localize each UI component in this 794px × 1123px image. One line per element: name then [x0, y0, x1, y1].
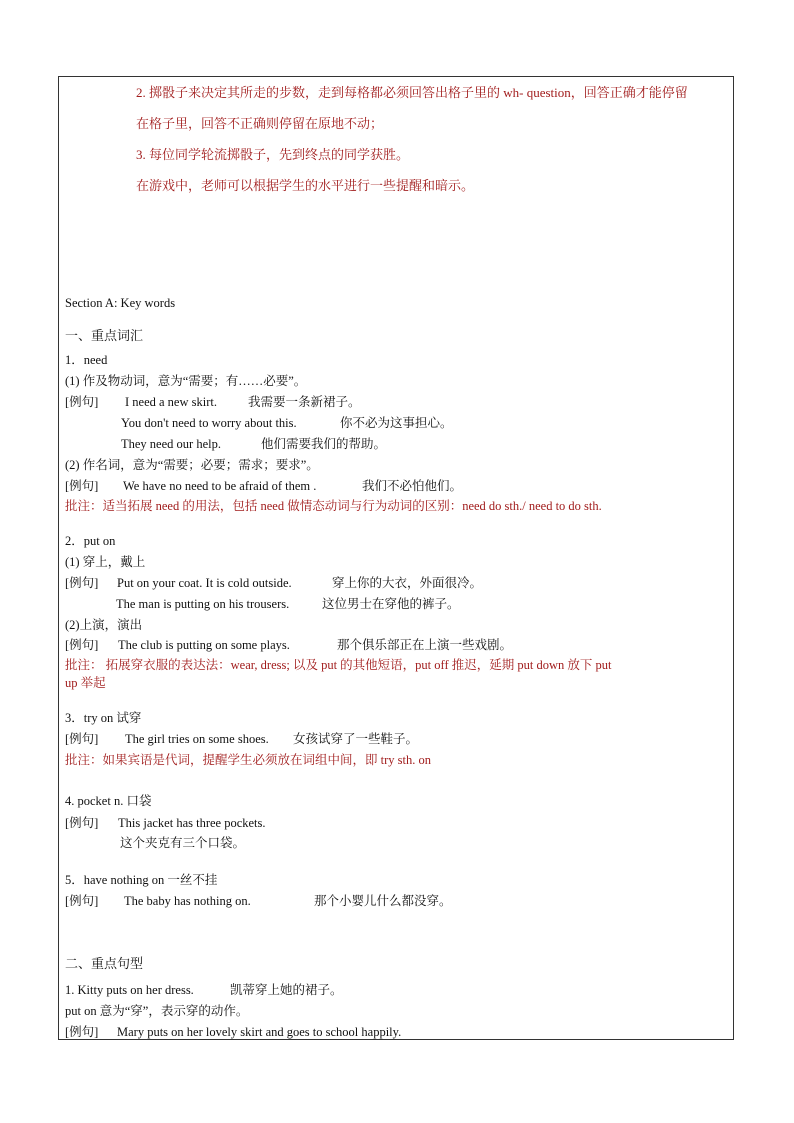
word-2-sense-1: (1) 穿上，戴上: [65, 555, 146, 569]
example-zh: 我需要一条新裙子。: [248, 395, 361, 409]
example-en: You don't need to worry about this.: [121, 416, 297, 430]
word-2-sense-2: (2)上演，演出: [65, 618, 143, 632]
example-en: We have no need to be afraid of them .: [123, 479, 317, 493]
example-en: The club is putting on some plays.: [118, 638, 290, 652]
example-label: [例句]: [65, 816, 99, 830]
word-2-note-a: 批注： 拓展穿衣服的表达法：wear, dress; 以及 put 的其他短语，put off 推迟，延期 put down 放下 put: [65, 658, 612, 672]
example-label: [例句]: [65, 638, 99, 652]
example-zh: 穿上你的大衣，外面很冷。: [332, 576, 483, 590]
example-zh: 他们需要我们的帮助。: [261, 437, 387, 451]
example-label: [例句]: [65, 576, 99, 590]
word-5-title: 5．have nothing on 一丝不挂: [65, 873, 218, 887]
word-3-title: 3．try on 试穿: [65, 711, 142, 725]
sentence-1-en: 1. Kitty puts on her dress.: [65, 983, 194, 997]
example-en: They need our help.: [121, 437, 221, 451]
example-en: Put on your coat. It is cold outside.: [117, 576, 292, 590]
intro-step-3: 3. 每位同学轮流掷骰子，先到终点的同学获胜。: [136, 147, 410, 162]
example-label: [例句]: [65, 1025, 99, 1039]
word-1-sense-2: (2) 作名词，意为“需要；必要；需求；要求”。: [65, 458, 319, 472]
example-zh: 这个夹克有三个口袋。: [120, 836, 246, 850]
example-label: [例句]: [65, 479, 99, 493]
example-label: [例句]: [65, 894, 99, 908]
word-1-sense-1: (1) 作及物动词，意为“需要；有……必要”。: [65, 374, 307, 388]
sentence-1-zh: 凯蒂穿上她的裙子。: [230, 983, 343, 997]
word-1-title: 1．need: [65, 353, 108, 367]
word-3-note: 批注：如果宾语是代词，提醒学生必须放在词组中间，即 try sth. on: [65, 753, 431, 767]
example-zh: 那个俱乐部正在上演一些戏剧。: [337, 638, 513, 652]
word-1-note: 批注：适当拓展 need 的用法，包括 need 做情态动词与行为动词的区别：need do sth./ need to do sth.: [65, 499, 602, 513]
example-zh: 那个小婴儿什么都没穿。: [314, 894, 452, 908]
intro-tip: 在游戏中，老师可以根据学生的水平进行一些提醒和暗示。: [136, 178, 475, 193]
sentence-1-explain: put on 意为“穿”，表示穿的动作。: [65, 1004, 249, 1018]
example-label: [例句]: [65, 395, 99, 409]
intro-step-2a: 2. 掷骰子来决定其所走的步数，走到每格都必须回答出格子里的 wh- question，回答正确才能停留: [136, 85, 688, 100]
example-en: The baby has nothing on.: [124, 894, 251, 908]
example-zh: 你不必为这事担心。: [340, 416, 453, 430]
word-2-title: 2．put on: [65, 534, 116, 548]
word-2-note-b: up 举起: [65, 676, 106, 690]
example-zh: 女孩试穿了一些鞋子。: [293, 732, 419, 746]
example-zh: 我们不必怕他们。: [362, 479, 463, 493]
sentence-heading: 二、重点句型: [65, 956, 144, 971]
intro-step-2b: 在格子里，回答不正确则停留在原地不动；: [136, 116, 384, 131]
example-zh: 这位男士在穿他的裤子。: [322, 597, 460, 611]
example-en: I need a new skirt.: [125, 395, 217, 409]
vocab-heading: 一、重点词汇: [65, 328, 144, 343]
example-en: Mary puts on her lovely skirt and goes to school happily.: [117, 1025, 402, 1039]
example-label: [例句]: [65, 732, 99, 746]
section-a-title: Section A: Key words: [65, 296, 176, 310]
example-en: The girl tries on some shoes.: [125, 732, 269, 746]
example-en: This jacket has three pockets.: [118, 816, 266, 830]
example-en: The man is putting on his trousers.: [116, 597, 290, 611]
word-4-title: 4. pocket n. 口袋: [65, 794, 152, 808]
